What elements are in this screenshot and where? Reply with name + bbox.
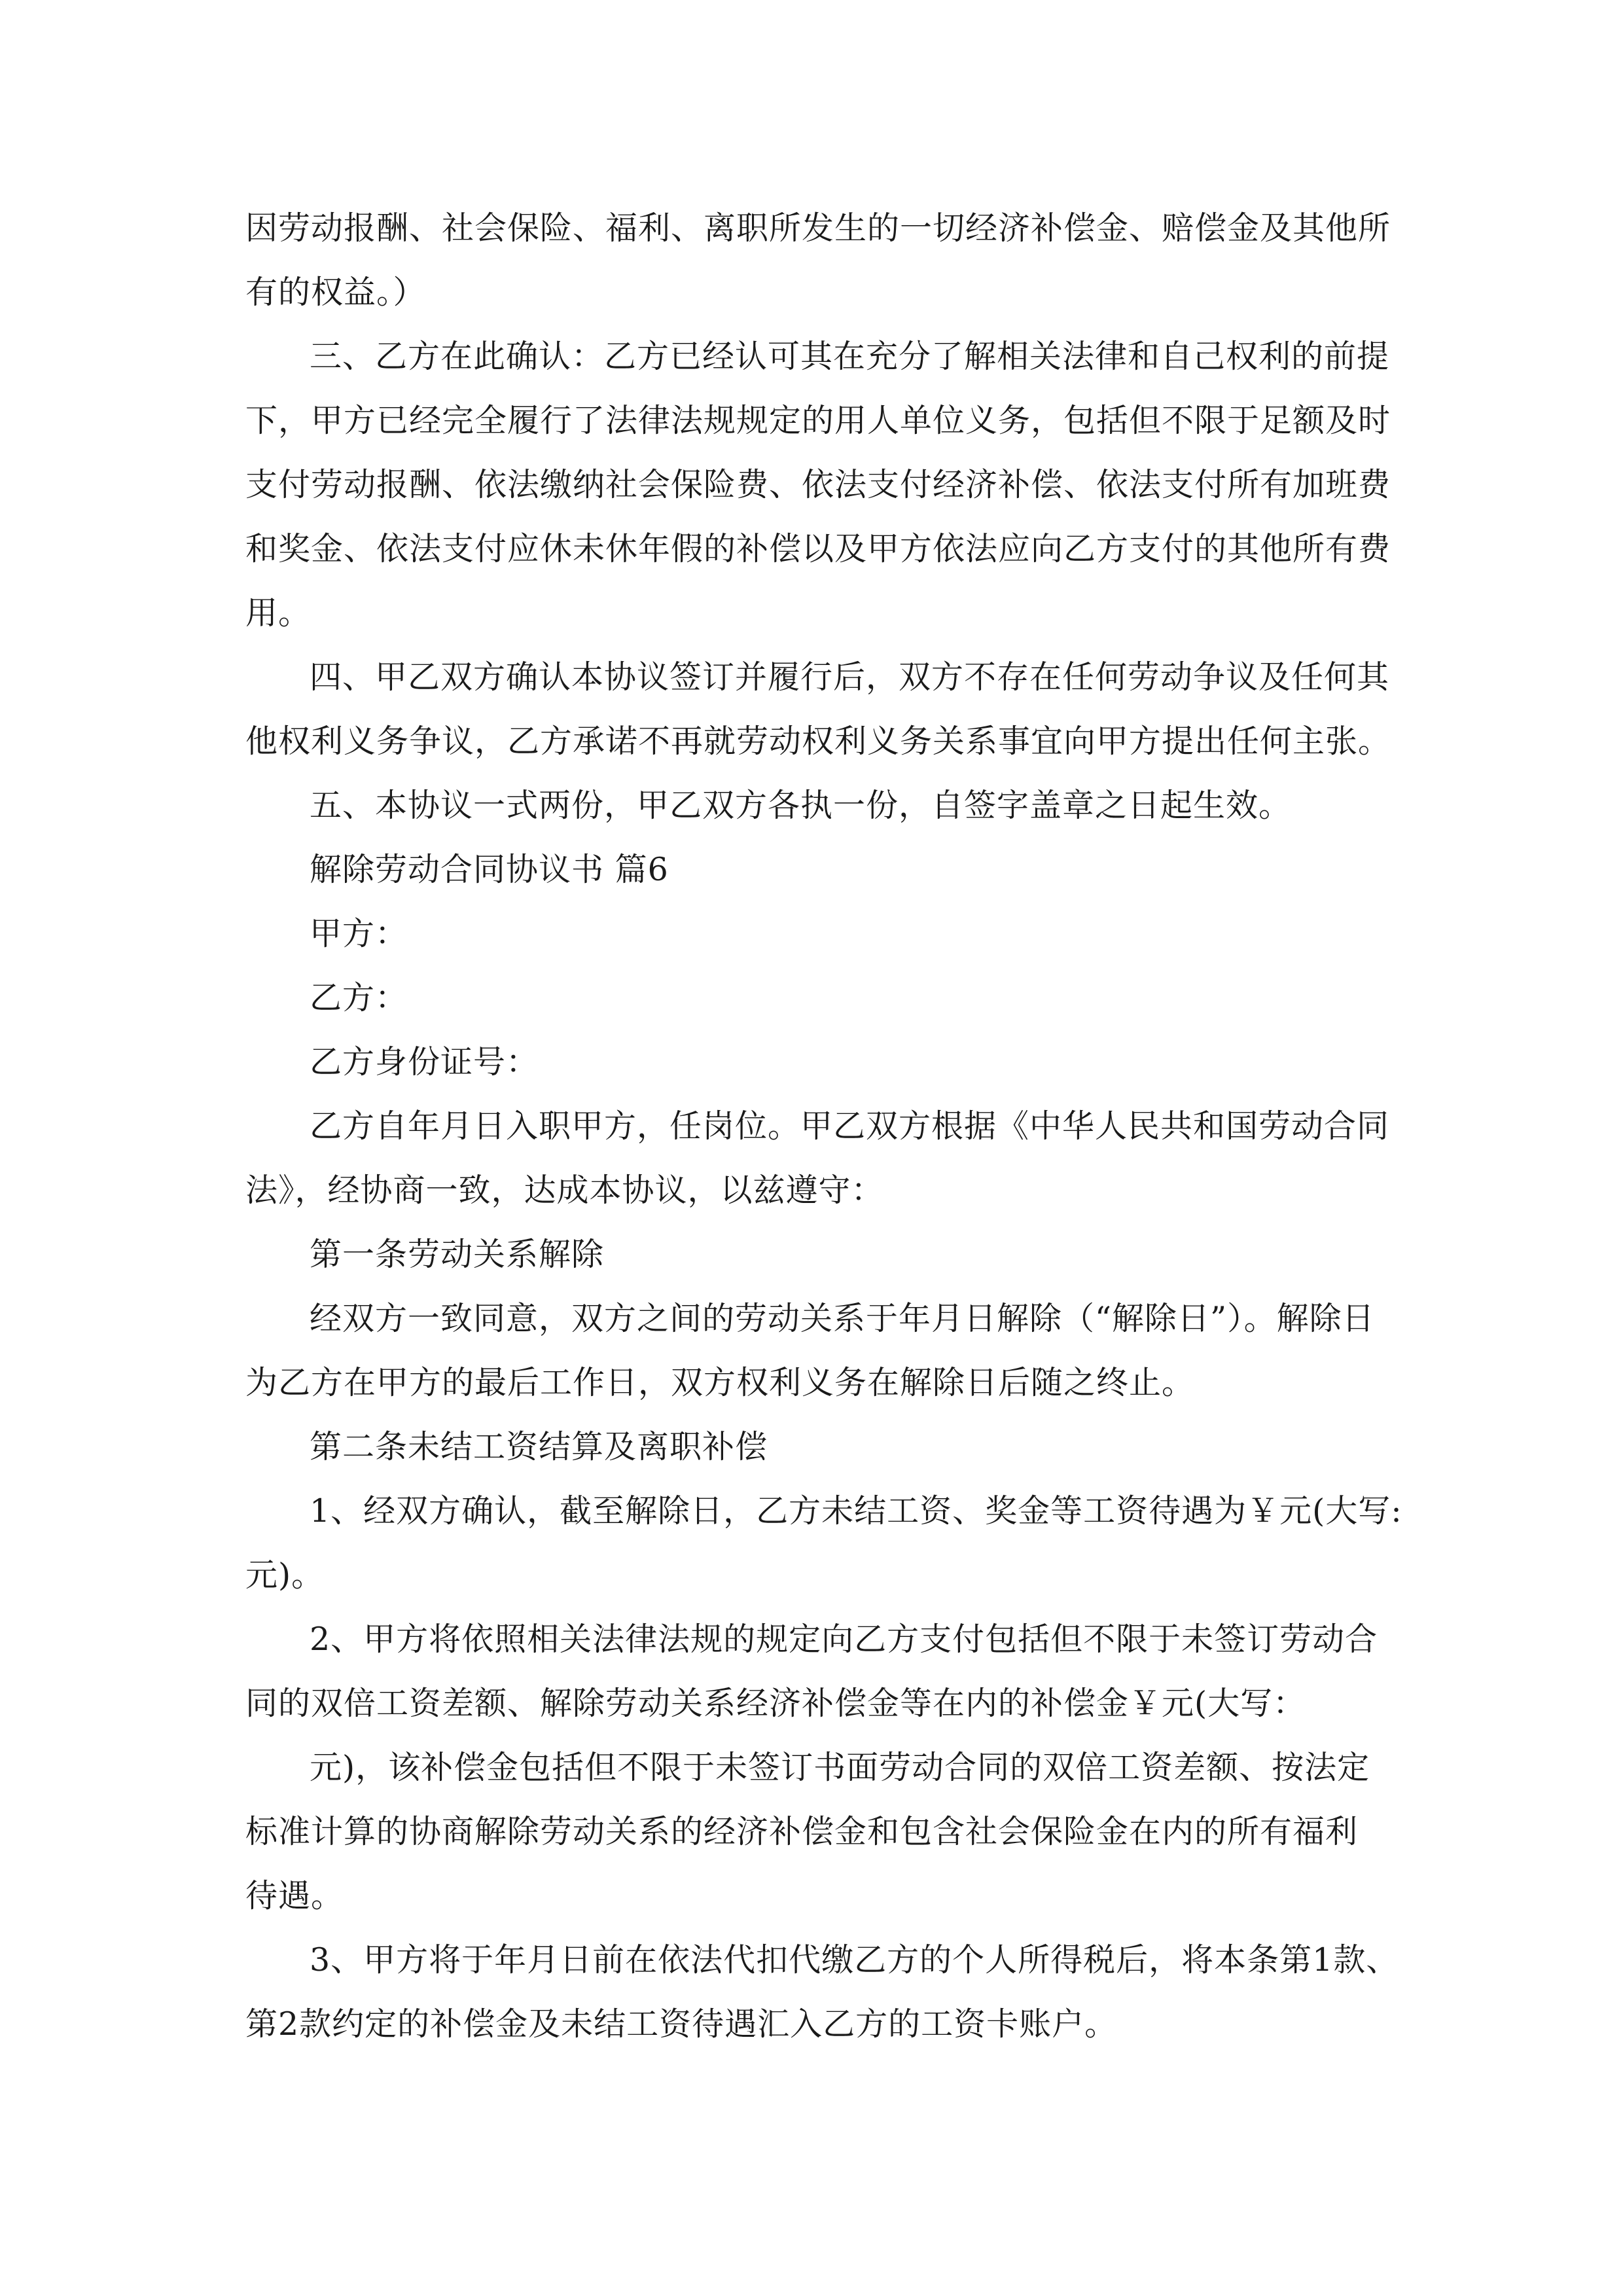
- text-line: 为乙方在甲方的最后工作日，双方权利义务在解除日后随之终止。: [245, 1364, 1195, 1401]
- text-line: 乙方：: [310, 979, 408, 1016]
- paragraph: [245, 1736, 1384, 1928]
- text-line: 和奖金、依法支付应休未休年假的补偿以及甲方依法应向乙方支付的其他所有费: [245, 530, 1391, 567]
- text-line: 法》，经协商一致，达成本协议，以兹遵守：: [245, 1172, 884, 1209]
- text-line: 解除劳动合同协议书 篇6: [310, 851, 669, 888]
- text-line: 甲方：: [310, 915, 408, 952]
- paragraph: [245, 1928, 1399, 2056]
- text-line: 第二条未结工资结算及离职补偿: [310, 1428, 768, 1465]
- paragraph: [245, 1030, 1384, 1094]
- text-line: 他权利义务争议，乙方承诺不再就劳动权利义务关系事宜向甲方提出任何主张。: [245, 723, 1391, 760]
- paragraph: [245, 645, 1391, 774]
- paragraph: [245, 1223, 1384, 1287]
- paragraph: [245, 196, 1391, 325]
- paragraph: [245, 1287, 1384, 1415]
- text-line: 1、经双方确认，截至解除日，乙方未结工资、奖金等工资待遇为￥元(大写:: [310, 1492, 1402, 1530]
- paragraph: [245, 1607, 1384, 1736]
- paragraph: [245, 1415, 1384, 1479]
- document-body: [245, 196, 1402, 2056]
- text-line: 2、甲方将依照相关法律法规的规定向乙方支付包括但不限于未签订劳动合: [310, 1621, 1378, 1658]
- paragraph: [245, 325, 1391, 645]
- text-line: 经双方一致同意，双方之间的劳动关系于年月日解除（“解除日”）。解除日: [310, 1300, 1375, 1337]
- text-line: 有的权益。）: [245, 274, 426, 311]
- text-line: 下，甲方已经完全履行了法律法规规定的用人单位义务，包括但不限于足额及时: [245, 402, 1391, 439]
- text-line: 同的双倍工资差额、解除劳动关系经济补偿金等在内的补偿金￥元(大写：: [245, 1685, 1306, 1722]
- text-line: 第一条劳动关系解除: [310, 1236, 605, 1273]
- text-line: 待遇。: [245, 1877, 344, 1914]
- text-line: 元)，该补偿金包括但不限于未签订书面劳动合同的双倍工资差额、按法定: [310, 1749, 1370, 1786]
- text-line: 3、甲方将于年月日前在依法代扣代缴乙方的个人所得税后，将本条第1款、: [310, 1941, 1399, 1979]
- text-line: 用。: [245, 594, 312, 632]
- text-line: 四、甲乙双方确认本协议签订并履行后，双方不存在任何劳动争议及任何其: [310, 658, 1390, 696]
- text-line: 三、乙方在此确认：乙方已经认可其在充分了解相关法律和自己权利的前提: [310, 338, 1390, 375]
- paragraph: [245, 1479, 1402, 1607]
- text-line: 因劳动报酬、社会保险、福利、离职所发生的一切经济补偿金、赔偿金及其他所: [245, 209, 1391, 247]
- paragraph: [245, 774, 1384, 838]
- paragraph: [245, 966, 1384, 1030]
- text-line: 乙方自年月日入职甲方，任岗位。甲乙双方根据《中华人民共和国劳动合同: [310, 1107, 1390, 1145]
- text-line: 元)。: [245, 1556, 325, 1594]
- text-line: 五、本协议一式两份，甲乙双方各执一份，自签字盖章之日起生效。: [310, 787, 1292, 824]
- text-line: 第2款约定的补偿金及未结工资待遇汇入乙方的工资卡账户。: [245, 2005, 1118, 2043]
- text-line: 乙方身份证号：: [310, 1043, 539, 1081]
- paragraph: [245, 838, 1384, 902]
- paragraph: [245, 902, 1384, 966]
- paragraph: [245, 1094, 1390, 1223]
- text-line: 标准计算的协商解除劳动关系的经济补偿金和包含社会保险金在内的所有福利: [245, 1813, 1359, 1850]
- text-line: 支付劳动报酬、依法缴纳社会保险费、依法支付经济补偿、依法支付所有加班费: [245, 466, 1391, 503]
